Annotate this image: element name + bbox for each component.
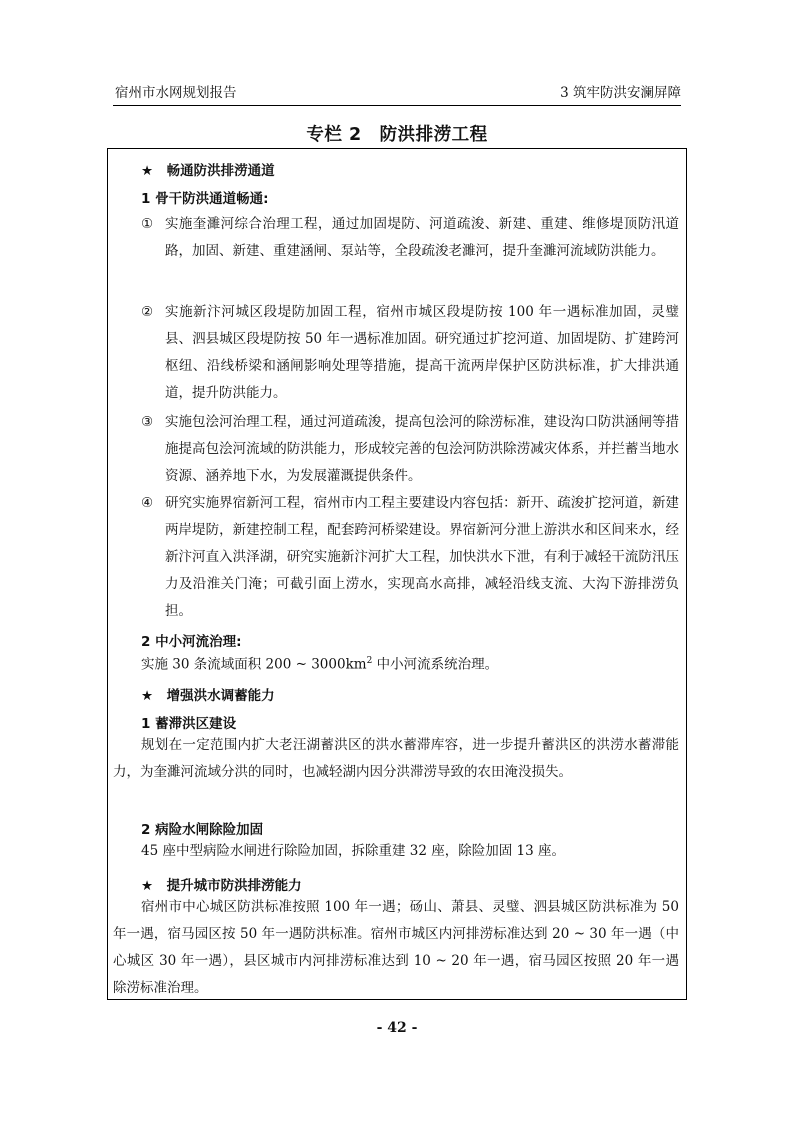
running-header [113, 82, 681, 104]
list-item [141, 299, 679, 407]
subheading-sluice-reinforcement: 2 病险水闸除险加固 [141, 822, 264, 838]
item-text: 实施包浍河治理工程，通过河道疏浚，提高包浍河的除涝标准，建设沟口防洪涵闸等措施提高包浍河流域的防洪能力，形成较完善的包浍河防洪除涝减灾体系，并拦蓄当地水资源、涵养地下水，为发展灌溉提供条件。 [165, 414, 679, 484]
section-heading-urban-flood: ★ 提升城市防洪排涝能力 [141, 878, 302, 894]
urban-flood-text: 宿州市中心城区防洪标准按照 100 年一遇；砀山、萧县、灵璧、泗县城区防洪标准为 50 年一遇，宿马园区按 50 年一遇防洪标准。宿州市城区内河排涝标准达到 20 ~ 30 年一遇（中心城区 30 年一遇），县区城市内河排涝标准达到 10 ~ 20 年一遇，宿马园区按照 20 年一遇除涝标准治理。 [113, 899, 679, 996]
header-report-title: 宿州市水网规划报告 [115, 85, 237, 101]
section-heading-flood-channels: ★ 畅通防洪排涝通道 [141, 163, 275, 179]
list-item [141, 409, 679, 490]
small-rivers-text-a: 实施 30 条流域面积 200 ~ 3000km [141, 656, 367, 673]
section-heading-flood-storage: ★ 增强洪水调蓄能力 [141, 688, 275, 704]
header-rule [113, 105, 681, 106]
item-text: 研究实施界宿新河工程，宿州市内工程主要建设内容包括：新开、疏浚扩挖河道，新建两岸堤防，新建控制工程，配套跨河桥梁建设。界宿新河分泄上游洪水和区间来水，经新汴河直入洪泽湖，研究实施新汴河扩大工程，加快洪水下泄，有利于减轻干流防汛压力及沿淮关门淹；可截引面上涝水，实现高水高排，减轻沿线支流、大沟下游排涝负担。 [165, 495, 679, 619]
list-item [141, 211, 679, 265]
header-chapter-title: 3 筑牢防洪安澜屏障 [560, 85, 681, 101]
subheading-detention-area: 1 蓄滞洪区建设 [141, 716, 237, 732]
item-number: ④ [141, 495, 154, 511]
column-title: 专栏 2 防洪排涝工程 [306, 125, 488, 145]
item-number: ① [141, 216, 154, 232]
small-rivers-text [141, 648, 707, 679]
page-number: - 42 - [376, 1020, 418, 1036]
item-text: 实施新汴河城区段堤防加固工程，宿州市城区段堤防按 100 年一遇标准加固，灵璧县、泗县城区段堤防按 50 年一遇标准加固。研究通过扩挖河道、加固堤防、扩建跨河枢纽、沿线桥梁和涵闸影响处理等措施，提高干流两岸保护区防洪标准，扩大排洪通道，提升防洪能力。 [165, 304, 679, 401]
list-item [141, 490, 679, 625]
item-number: ③ [141, 414, 154, 430]
subheading-small-rivers: 2 中小河流治理: [141, 634, 242, 650]
small-rivers-text-b: 中小河流系统治理。 [372, 656, 499, 673]
area-unit-superscript: 2 [366, 656, 373, 666]
item-text: 实施奎濉河综合治理工程，通过加固堤防、河道疏浚、新建、重建、维修堤顶防汛道路，加固、新建、重建涵闸、泵站等，全段疏浚老濉河，提升奎濉河流域防洪能力。 [165, 216, 679, 259]
subheading-trunk-channels: 1 骨干防洪通道畅通: [141, 191, 269, 207]
item-number: ② [141, 304, 154, 320]
detention-area-text: 规划在一定范围内扩大老汪湖蓄洪区的洪水蓄滞库容，进一步提升蓄洪区的洪涝水蓄滞能力，为奎濉河流域分洪的同时，也减轻湖内因分洪滞涝导致的农田淹没损失。 [113, 737, 679, 780]
sluice-reinforcement-text: 45 座中型病险水闸进行除险加固，拆除重建 32 座，除险加固 13 座。 [141, 843, 565, 859]
